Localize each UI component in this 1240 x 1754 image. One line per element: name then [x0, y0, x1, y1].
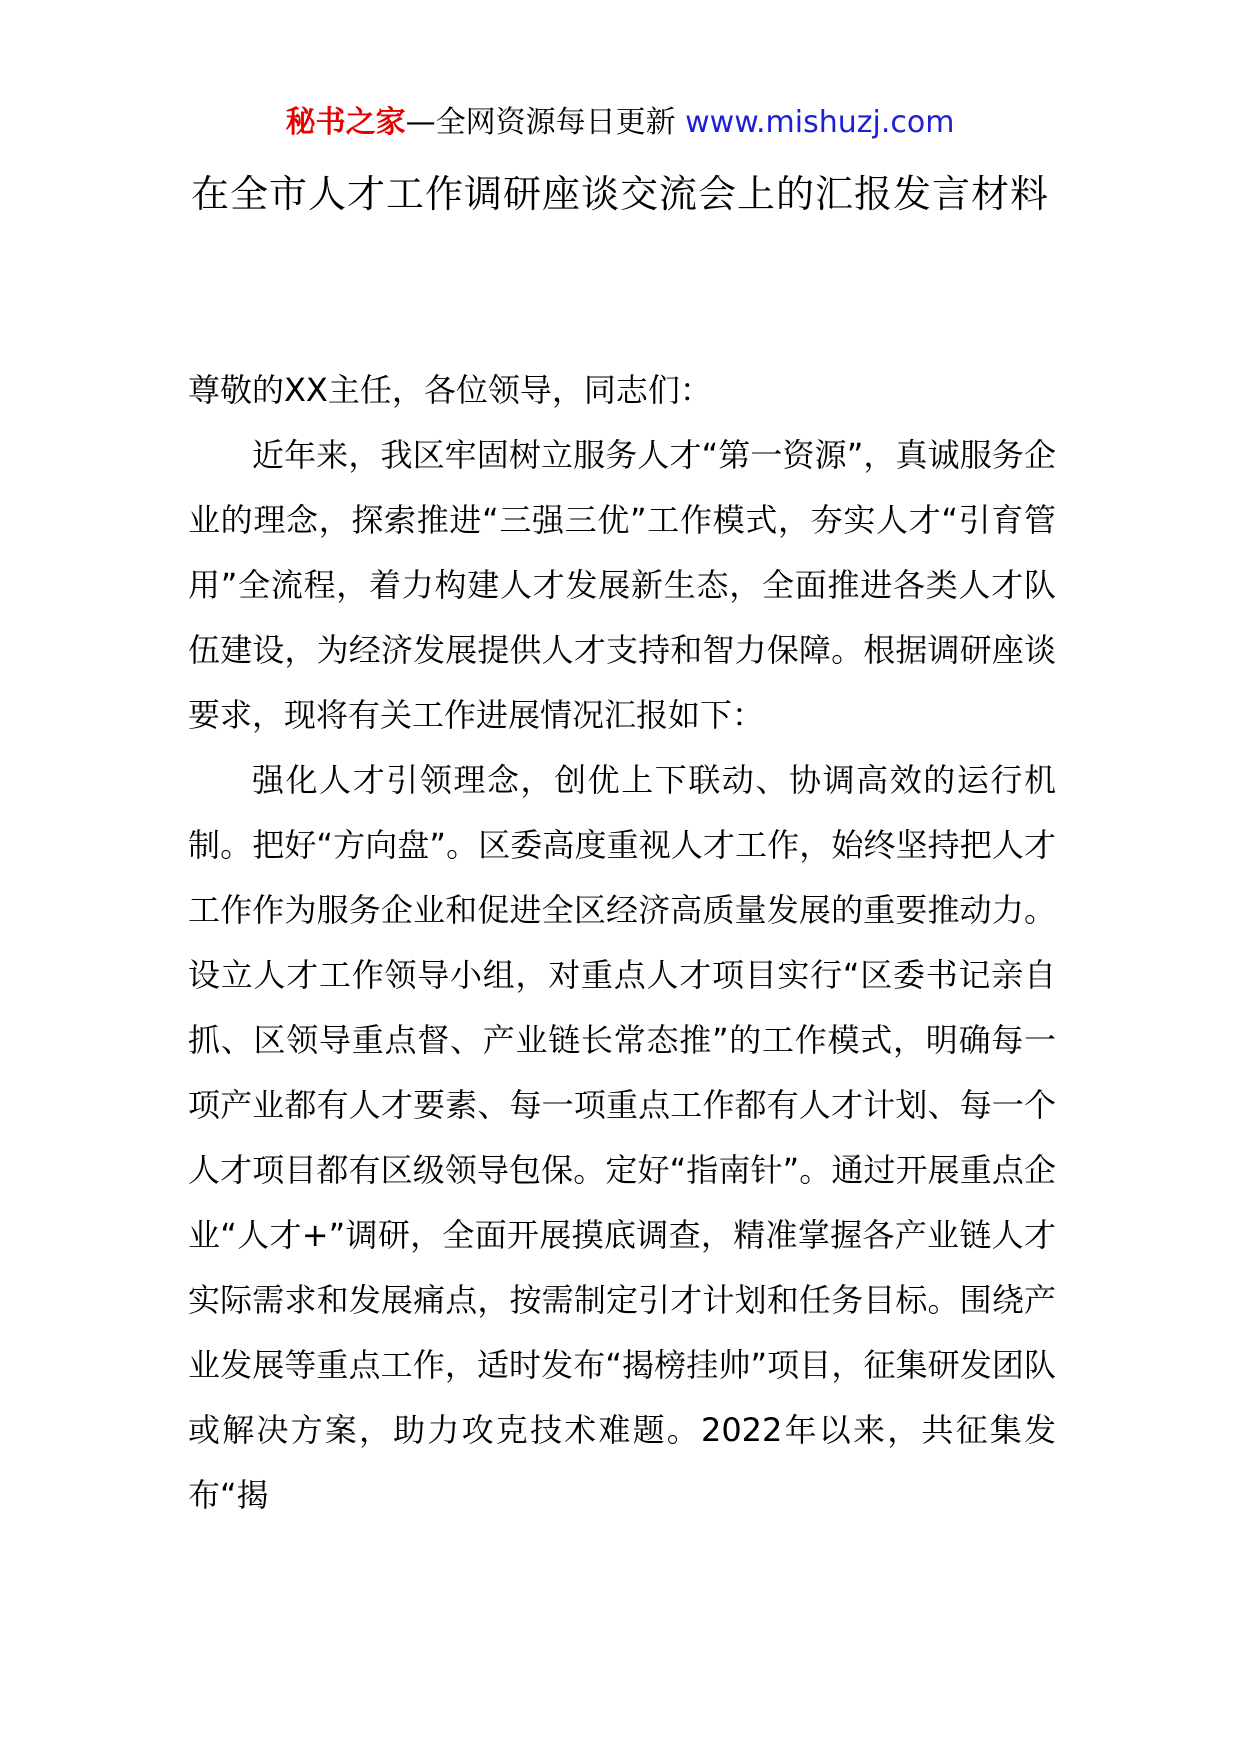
brand-slogan: —全网资源每日更新 [405, 105, 676, 140]
document-body [188, 358, 1056, 1528]
site-header [0, 103, 1240, 143]
brand-name: 秘书之家 [285, 105, 406, 140]
salutation: 尊敬的XX主任，各位领导，同志们： [188, 371, 712, 409]
site-url[interactable]: www.mishuzj.com [685, 105, 955, 140]
document-title: 在全市人才工作调研座谈交流会上的汇报发言材料 [190, 172, 1049, 216]
paragraph-intro: 近年来，我区牢固树立服务人才“第一资源”，真诚服务企业的理念，探索推进“三强三优”工作模式，夯实人才“引育管用”全流程，着力构建人才发展新生态，全面推进各类人才队伍建设，为经济发展提供人才支持和智力保障。根据调研座谈要求，现将有关工作进展情况汇报如下： [188, 436, 1056, 734]
paragraph-section-one: 强化人才引领理念，创优上下联动、协调高效的运行机制。把好“方向盘”。区委高度重视人才工作，始终坚持把人才工作作为服务企业和促进全区经济高质量发展的重要推动力。设立人才工作领导小组，对重点人才项目实行“区委书记亲自抓、区领导重点督、产业链长常态推”的工作模式，明确每一项产业都有人才要素、每一项重点工作都有人才计划、每一个人才项目都有区级领导包保。定好“指南针”。通过开展重点企业“人才+”调研，全面开展摸底调查，精准掌握各产业链人才实际需求和发展痛点，按需制定引才计划和任务目标。围绕产业发展等重点工作，适时发布“揭榜挂帅”项目，征集研发团队或解决方案，助力攻克技术难题。2022年以来，共征集发布“揭 [188, 761, 1056, 1514]
